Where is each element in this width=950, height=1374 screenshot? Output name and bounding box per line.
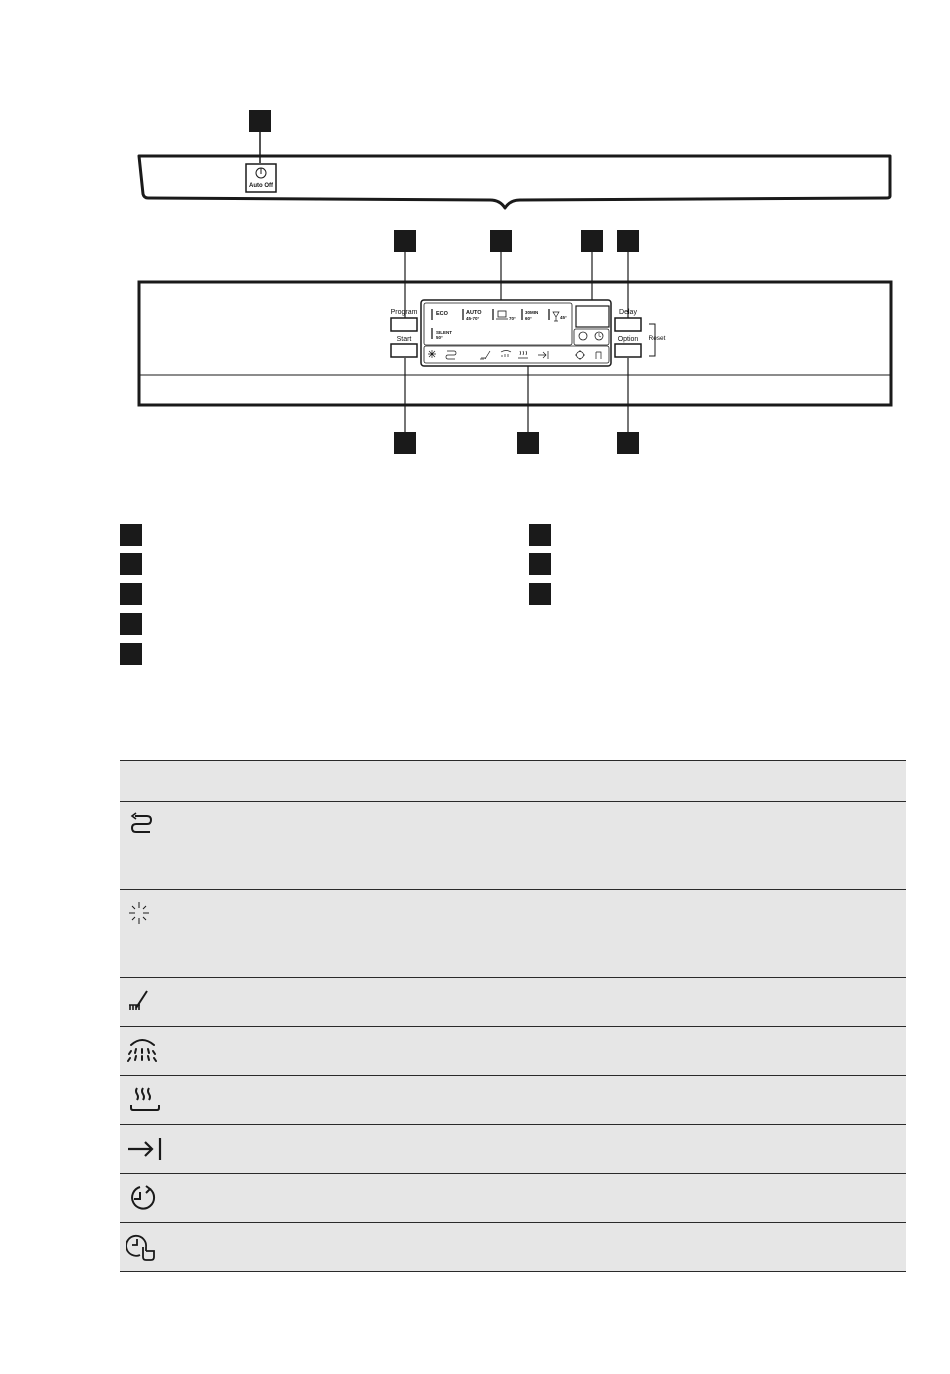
- display-quick-temp: 60°: [525, 316, 532, 321]
- display-silent: SILENT: [436, 330, 453, 335]
- option-button[interactable]: [615, 344, 641, 357]
- control-panel-drawing: [0, 0, 950, 470]
- end-icon: [126, 1135, 166, 1163]
- start-button[interactable]: [391, 344, 417, 357]
- legend-marker: [529, 524, 551, 546]
- table-row: [120, 802, 906, 890]
- salt-icon: [126, 900, 156, 928]
- table-row: [120, 1076, 906, 1125]
- rinse-aid-icon: [126, 812, 156, 838]
- delay-start-icon: [126, 1184, 160, 1212]
- legend-marker: [120, 583, 142, 605]
- table-row: [120, 1027, 906, 1076]
- display-auto: AUTO: [466, 310, 482, 316]
- delay-button[interactable]: [615, 318, 641, 331]
- display-silent-temp: 50°: [436, 335, 443, 340]
- table-row: [120, 978, 906, 1027]
- table-header-row: [120, 761, 906, 802]
- program-button[interactable]: [391, 318, 417, 331]
- table-row: [120, 1174, 906, 1223]
- washing-phase-icon: [126, 988, 156, 1014]
- table-row: [120, 1223, 906, 1272]
- legend-marker: [120, 524, 142, 546]
- reset-label: Reset: [648, 335, 666, 342]
- touch-clock-icon: [126, 1233, 160, 1263]
- spray-icon: [126, 1037, 160, 1065]
- display-intensive-temp: 70°: [509, 316, 516, 321]
- display-auto-temp: 45-70°: [466, 316, 480, 321]
- legend-marker: [120, 643, 142, 665]
- delay-button-label: Delay: [619, 309, 637, 316]
- table-row: [120, 1125, 906, 1174]
- legend-marker: [120, 553, 142, 575]
- start-button-label: Start: [396, 336, 412, 343]
- table-row: [120, 890, 906, 978]
- power-button-label: Auto Off: [249, 183, 273, 189]
- display-quick: 30MIN: [525, 310, 539, 315]
- legend-marker: [120, 613, 142, 635]
- drying-phase-icon: [126, 1086, 162, 1116]
- display-glass-temp: 45°: [560, 315, 567, 320]
- legend-marker: [529, 553, 551, 575]
- legend-marker: [529, 583, 551, 605]
- indicator-table: [120, 760, 906, 1272]
- display-eco: ECO: [436, 311, 448, 317]
- option-button-label: Option: [617, 336, 639, 343]
- program-button-label: Program: [390, 309, 418, 316]
